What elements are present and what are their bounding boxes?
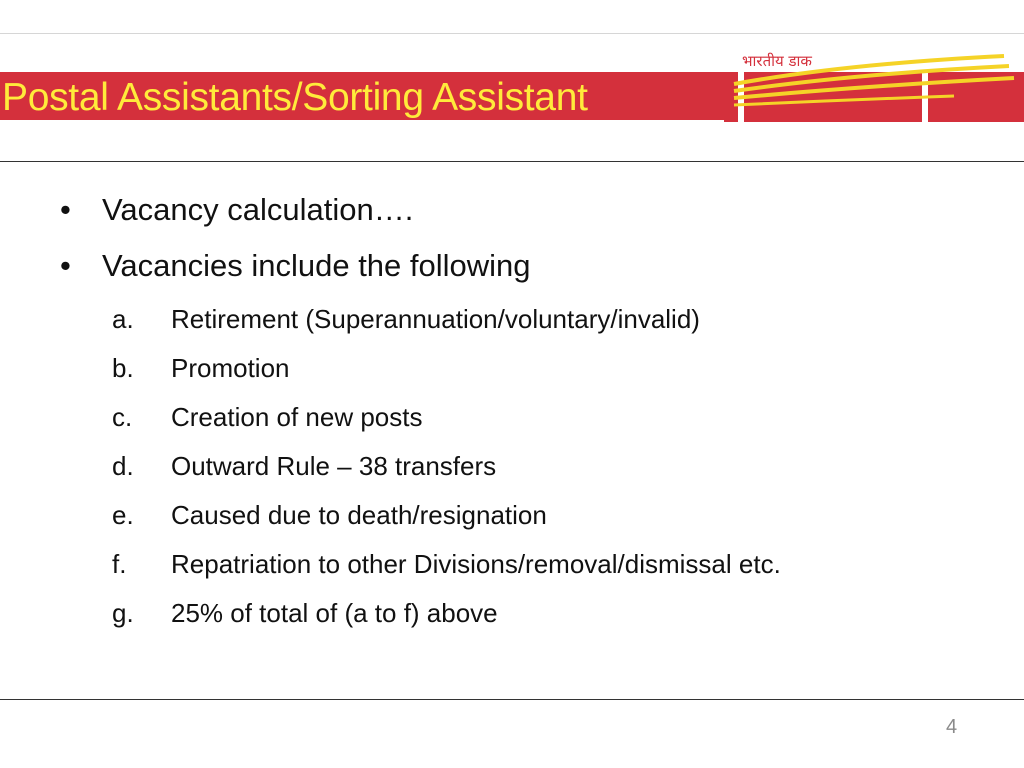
sub-item-text: Promotion xyxy=(171,353,290,383)
sub-item-letter: c. xyxy=(112,402,133,432)
page-number: 4 xyxy=(946,716,958,738)
sub-item-letter: e. xyxy=(112,500,134,530)
bullet-text: Vacancies include the following xyxy=(102,248,531,283)
top-divider xyxy=(0,33,1024,34)
sub-item-text: Repatriation to other Divisions/removal/dismissal etc. xyxy=(171,549,781,579)
logo-text: भारतीय डाक xyxy=(742,52,812,70)
sub-item-letter: a. xyxy=(112,304,134,334)
bullet-icon: • xyxy=(60,248,71,283)
sub-item-letter: f. xyxy=(112,549,127,579)
sub-item-text: Retirement (Superannuation/voluntary/invalid) xyxy=(171,304,700,334)
india-post-logo xyxy=(724,44,1024,122)
sub-item-letter: b. xyxy=(112,353,134,383)
sub-item-letter: d. xyxy=(112,451,134,481)
title-divider xyxy=(0,161,1024,162)
sub-item-text: Creation of new posts xyxy=(171,402,423,432)
slide-title: Postal Assistants/Sorting Assistant xyxy=(2,76,588,119)
sub-item-text: Outward Rule – 38 transfers xyxy=(171,451,497,481)
bullet-icon: • xyxy=(60,192,71,227)
sub-item-letter: g. xyxy=(112,598,134,628)
sub-item-text: Caused due to death/resignation xyxy=(171,500,547,530)
sub-item-text: 25% of total of (a to f) above xyxy=(171,598,498,628)
bullet-text: Vacancy calculation…. xyxy=(102,192,414,227)
footer-divider xyxy=(0,699,1024,700)
